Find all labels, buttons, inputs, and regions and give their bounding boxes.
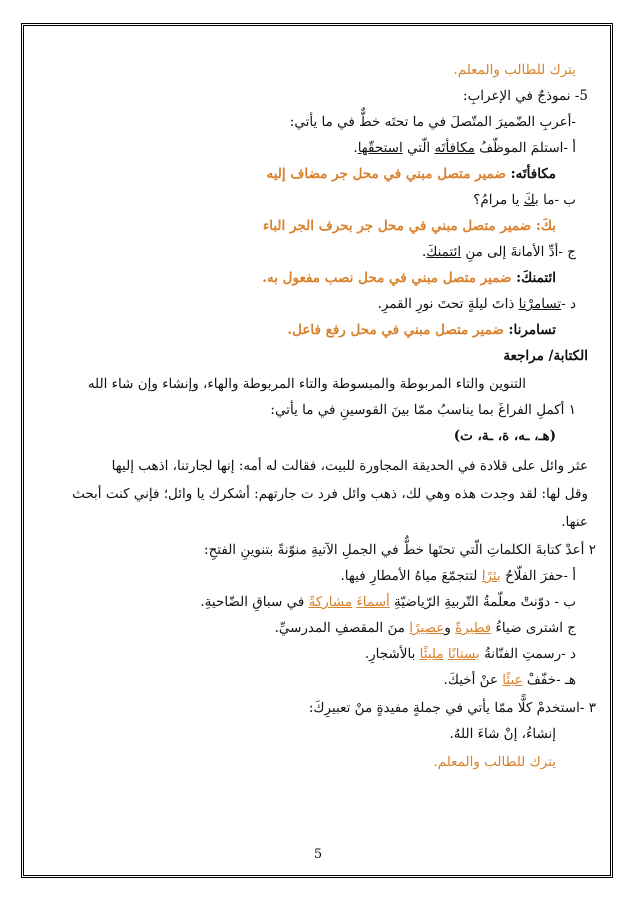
- exercise-item: هـ -خفّفْ عبئًا عنْ أخيكَ.: [443, 672, 576, 688]
- note-line: يترك للطالب والمعلم.: [453, 62, 576, 78]
- exercise-words: إنشاءُ، إنْ شاءَ اللهُ.: [449, 726, 556, 742]
- section-subtitle: التنوين والتاء المربوطة والمبسوطة والتاء المربوطة والهاء، وإنشاء وإن شاء الله: [87, 376, 526, 392]
- section-heading: 5- نموذجٌ في الإعرابِ:: [463, 88, 588, 104]
- section-heading: الكتابة/ مراجعة: [503, 348, 588, 364]
- paragraph-line: عنها.: [561, 514, 588, 530]
- exercise-item: أ -حفرَ الفلّاحُ بئرًا لتتجمّعَ مياهُ الأمطارِ فيها.: [340, 568, 576, 584]
- exercise-item: د -رسمتِ الفنّانةُ بستانًا مليئًا بالأشجارِ.: [364, 646, 576, 662]
- answer-line: تسامرنا: ضمير متصل مبني في محل رفع فاعل.: [287, 322, 556, 338]
- paragraph-line: وقل لها: لقد وجدت هذه وهي لك، ذهب وائل فرد ت جارتهم: أشكرك يا وائل؛ فإني كنت أبحث: [72, 486, 588, 502]
- exercise-item: ج اشترى ضياءُ فطيرةً وعصيرًا منَ المقصفِ المدرسيِّ.: [274, 620, 576, 636]
- note-line: يترك للطالب والمعلم.: [433, 754, 556, 770]
- example-line: ب -ما بكَ يا مرامُ؟: [473, 192, 576, 208]
- exercise-item: ب - دوّنتْ معلّمةُ التّربيةِ الرّياضيّةِ أسماءَ مشاركةً في سباقِ الضّاحيةِ.: [200, 594, 576, 610]
- example-line: ج -أدِّ الأمانةَ إلى منِ ائتمنكَ.: [421, 244, 576, 260]
- example-line: د -تسامرْنا ذاتَ ليلةٍ تحتَ نورِ القمرِ.: [377, 296, 576, 312]
- page-number: 5: [313, 847, 323, 862]
- exercise-instruction: ٢ أعدْ كتابةَ الكلماتِ الّتي تحتَها خطٌّ في الجملِ الآتيةِ منوّنةً بتنوينِ الفتحِ:: [204, 542, 596, 558]
- answer-line: بكَ: ضمير متصل مبني في محل جر بحرف الجر الباء: [262, 218, 556, 234]
- choices: (هـ، ـه، ة، ـة، ت): [453, 428, 556, 444]
- instruction: -أعربِ الضّميرَ المتّصلَ في ما تحتَه خطٌّ في ما يأتي:: [289, 114, 576, 130]
- exercise-instruction: ١ أكملِ الفراغَ بما يناسبُ ممّا بينَ القوسينِ في ما يأتي:: [270, 402, 576, 418]
- answer-line: مكافأتَه: ضمير متصل مبني في محل جر مضاف إليه: [266, 166, 556, 182]
- exercise-instruction: ٣ -استخدمْ كلًّا ممّا يأتي في جملةٍ مفيدةٍ منْ تعبيرِكَ:: [308, 700, 596, 716]
- paragraph-line: عثر وائل على قلادة في الحديقة المجاورة للبيت، فقالت له أمه: إنها لجارتنا، اذهب إليها: [111, 458, 588, 474]
- example-line: أ -استلمَ الموظّفُ مكافأتَه الّتي استحقّها.: [353, 140, 576, 156]
- answer-line: ائتمنكَ: ضمير متصل مبني في محل نصب مفعول به.: [262, 270, 556, 286]
